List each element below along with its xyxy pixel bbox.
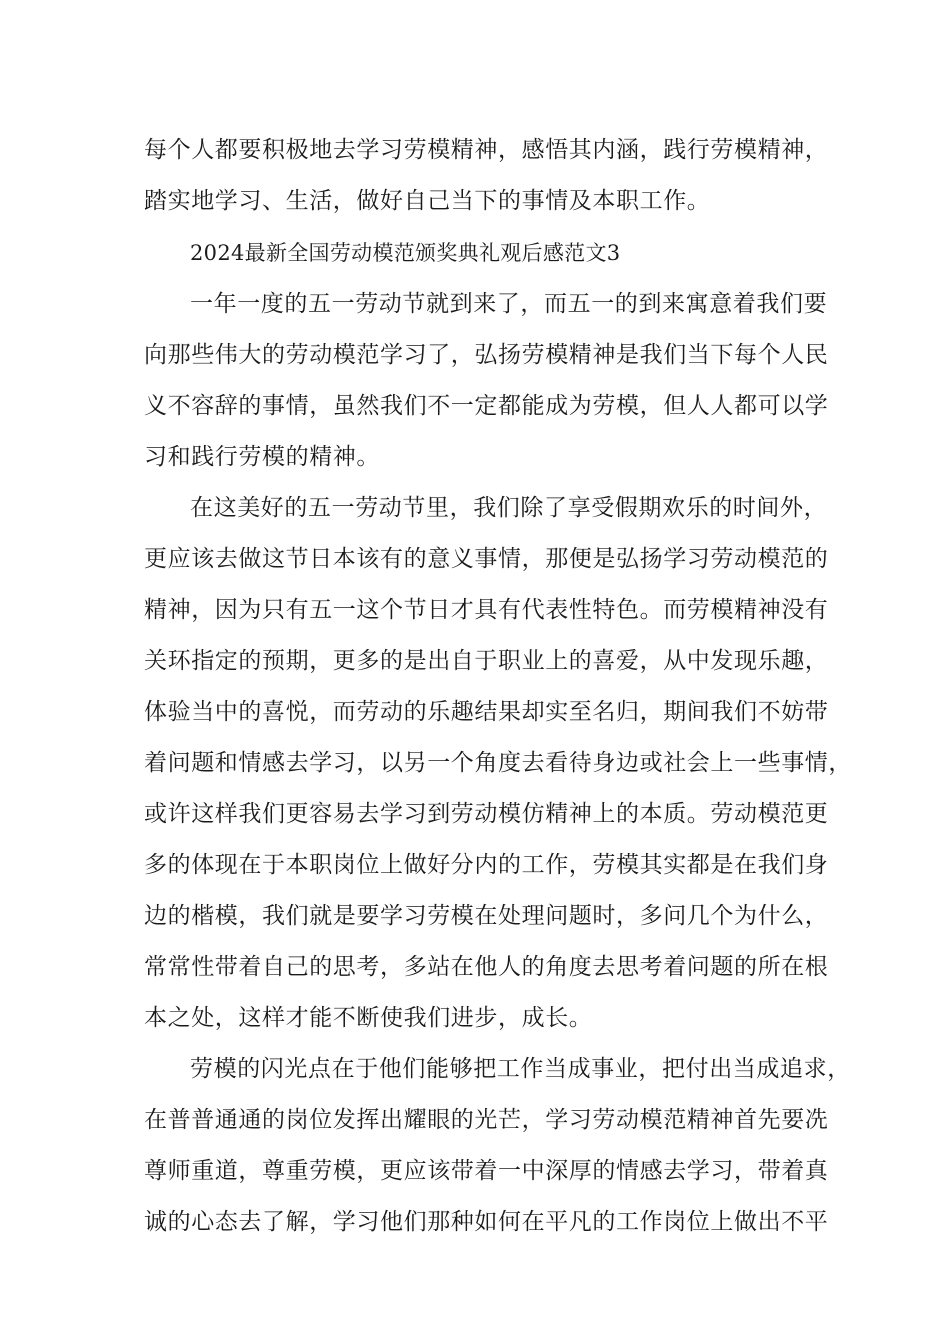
text-line: 义不容辞的事情，虽然我们不一定都能成为劳模，但人人都可以学 [144, 393, 829, 419]
text-line: 在普普通通的岗位发挥出耀眼的光芒，学习劳动模范精神首先要冼 [144, 1107, 829, 1133]
text-line: 踏实地学习、生活，做好自己当下的事情及本职工作。 [144, 188, 711, 214]
text-line: 关环指定的预期，更多的是出自于职业上的喜爱，从中发现乐趣， [144, 648, 829, 674]
paragraph-first-line: 一年一度的五一劳动节就到来了，而五一的到来寓意着我们要 [190, 291, 828, 317]
text-line: 常常性带着自己的思考，多站在他人的角度去思考着问题的所在根 [144, 954, 829, 980]
text-line: 诚的心态去了解，学习他们那种如何在平凡的工作岗位上做出不平 [144, 1209, 829, 1235]
text-line: 着问题和情感去学习，以另一个角度去看待身边或社会上一些事情， [144, 750, 852, 776]
text-line: 多的体现在于本职岗位上做好分内的工作，劳模其实都是在我们身 [144, 852, 829, 878]
text-line: 体验当中的喜悦，而劳动的乐趣结果却实至名归，期间我们不妨带 [144, 699, 829, 725]
text-line: 更应该去做这节日本该有的意义事情，那便是弘扬学习劳动模范的 [144, 546, 829, 572]
text-line: 或许这样我们更容易去学习到劳动模仿精神上的本质。劳动模范更 [144, 801, 829, 827]
text-line: 边的楷模，我们就是要学习劳模在处理问题时，多问几个为什么， [144, 903, 829, 929]
section-heading: 2024最新全国劳动模范颁奖典礼观后感范文3 [190, 241, 621, 265]
paragraph-first-line: 在这美好的五一劳动节里，我们除了享受假期欢乐的时间外， [190, 495, 828, 521]
text-line: 精神，因为只有五一这个节日才具有代表性特色。而劳模精神没有 [144, 597, 829, 623]
text-line: 向那些伟大的劳动模范学习了，弘扬劳模精神是我们当下每个人民 [144, 342, 829, 368]
text-line: 尊师重道，尊重劳模，更应该带着一中深厚的情感去学习，带着真 [144, 1158, 829, 1184]
text-line: 习和践行劳模的精神。 [144, 444, 380, 470]
paragraph-first-line: 劳模的闪光点在于他们能够把工作当成事业，把付出当成追求， [190, 1056, 851, 1082]
text-line: 每个人都要积极地去学习劳模精神，感悟其内涵，践行劳模精神， [144, 137, 829, 163]
text-line: 本之处，这样才能不断使我们进步，成长。 [144, 1005, 593, 1031]
